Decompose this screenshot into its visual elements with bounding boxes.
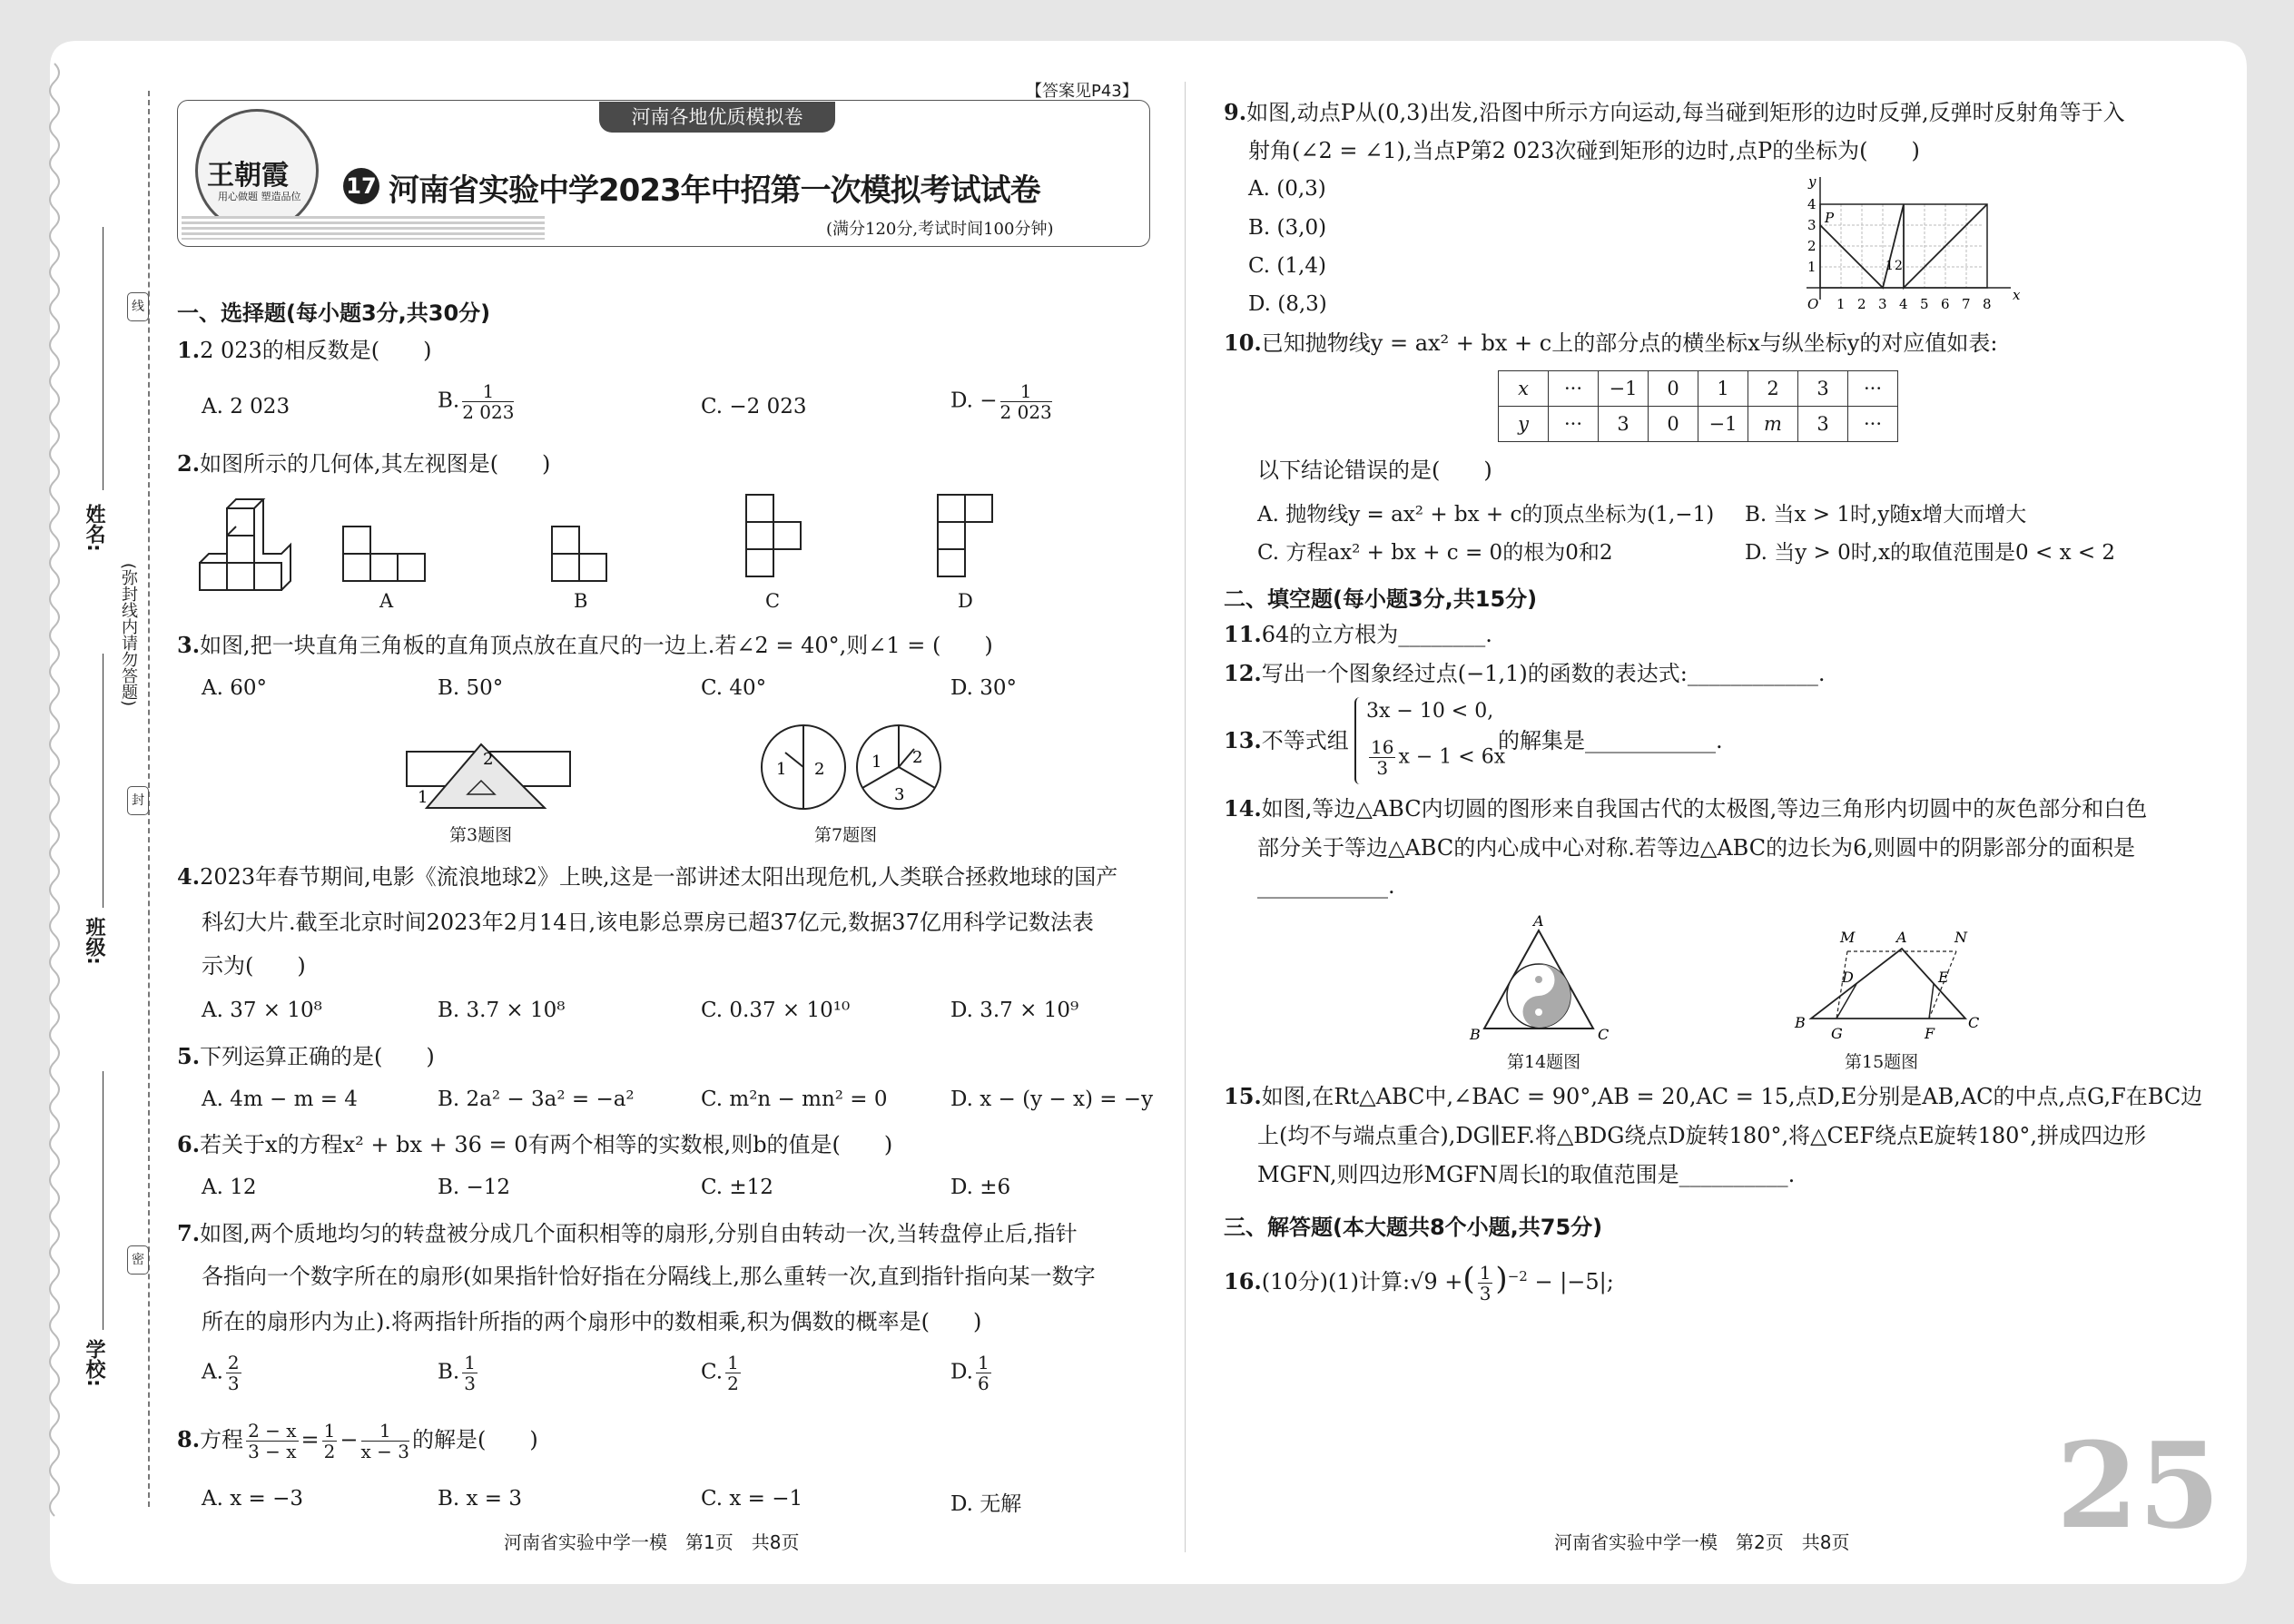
y-tick-2: 2 bbox=[1807, 238, 1816, 254]
q2-option-b[interactable]: B bbox=[574, 590, 588, 612]
y-tick-1: 1 bbox=[1807, 259, 1816, 275]
question-11: 11.64的立方根为________. bbox=[1224, 621, 1492, 647]
q7-line-3: 所在的扇形内为止).将两指针所指的两个扇形中的数相乘,积为偶数的概率是( ) bbox=[202, 1309, 982, 1334]
figure-q3-ruler bbox=[399, 726, 581, 817]
t15-f: F bbox=[1925, 1025, 1935, 1042]
table-cell: −1 bbox=[1599, 371, 1649, 407]
t15-d: D bbox=[1842, 969, 1854, 986]
caption-q15: 第15题图 bbox=[1845, 1052, 1919, 1072]
question-3: 3.如图,把一块直角三角板的直角顶点放在直尺的一边上.若∠2 = 40°,则∠1 = ( ) bbox=[177, 632, 993, 658]
ruler-angle-2: 2 bbox=[483, 750, 494, 769]
paper-subtitle: (满分120分,考试时间100分钟) bbox=[826, 220, 1054, 239]
table-cell: x bbox=[1499, 371, 1549, 407]
angle-1-label: 1 bbox=[1885, 259, 1894, 273]
q7-option-c[interactable]: C. $\frac{1}{2}$ bbox=[701, 1352, 739, 1394]
table-cell: 3 bbox=[1798, 371, 1848, 407]
t15-m: M bbox=[1840, 929, 1856, 946]
q13-inequality-1: 3x − 10 < 0, bbox=[1366, 700, 1494, 723]
question-10: 10.已知抛物线y = ax² + bx + c上的部分点的横坐标x与纵坐标y的对应值如表: bbox=[1224, 330, 1998, 356]
q9-line-2: 射角(∠2 = ∠1),当点P第2 023次碰到矩形的边时,点P的坐标为( ) bbox=[1248, 138, 1920, 163]
q6-option-c[interactable]: C. ±12 bbox=[701, 1176, 773, 1199]
y-tick-labels bbox=[1807, 196, 1816, 275]
q2-option-d[interactable]: D bbox=[958, 590, 973, 612]
school-label: 学校: bbox=[83, 1339, 105, 1387]
table-cell: ··· bbox=[1549, 407, 1599, 442]
angle-2-label: 2 bbox=[1895, 259, 1903, 273]
q10-option-d[interactable]: D. 当y > 0时,x的取值范围是0 < x < 2 bbox=[1745, 541, 2116, 565]
q3-option-a[interactable]: A. 60° bbox=[202, 676, 267, 700]
grid-lines bbox=[1820, 204, 1984, 288]
wheel2-label-3: 3 bbox=[894, 785, 905, 804]
q6-option-d[interactable]: D. ±6 bbox=[950, 1176, 1011, 1199]
q9-option-b[interactable]: B. (3,0) bbox=[1248, 216, 1327, 240]
question-9: 9.如图,动点P从(0,3)出发,沿图中所示方向运动,每当碰到矩形的边时反弹,反弹时反射角等于入 bbox=[1224, 99, 2125, 125]
ruler-angle-1: 1 bbox=[418, 788, 428, 807]
table-cell: 1 bbox=[1698, 371, 1748, 407]
q9-option-a[interactable]: A. (0,3) bbox=[1248, 177, 1326, 201]
table-row-x bbox=[1499, 371, 1898, 407]
table-cell: y bbox=[1499, 407, 1549, 442]
answer-ref: 【答案见P43】 bbox=[1026, 82, 1138, 101]
t15-n: N bbox=[1954, 929, 1967, 946]
q1-number: 1. bbox=[177, 337, 201, 363]
question-15: 15.如图,在Rt△ABC中,∠BAC = 90°,AB = 20,AC = 15,点D,E分别是AB,AC的中点,点G,F在BC边 bbox=[1224, 1083, 2203, 1109]
caption-q14: 第14题图 bbox=[1507, 1052, 1581, 1072]
side-note: (弥封线内请勿答题) bbox=[119, 563, 138, 707]
q7-option-a[interactable]: A. $\frac{2}{3}$ bbox=[202, 1352, 240, 1394]
x-tick-labels bbox=[1836, 296, 1992, 312]
q7-option-d[interactable]: D. $\frac{1}{6}$ bbox=[950, 1352, 989, 1394]
axis-y-label: y bbox=[1808, 173, 1816, 190]
q5-option-a[interactable]: A. 4m − m = 4 bbox=[202, 1088, 358, 1111]
q2-option-c[interactable]: C bbox=[765, 590, 781, 612]
x-tick-3: 3 bbox=[1878, 296, 1887, 312]
table-cell: ··· bbox=[1549, 371, 1599, 407]
q4-line-2: 科幻大片.截至北京时间2023年2月14日,该电影总票房已超37亿元,数据37亿用科学记数法表 bbox=[202, 910, 1094, 935]
logo-text: 王朝霞 bbox=[207, 160, 289, 192]
footer-right: 河南省实验中学一模 第2页 共8页 bbox=[1554, 1531, 1850, 1553]
q14-line-3: ____________. bbox=[1257, 873, 1395, 899]
table-cell: 2 bbox=[1748, 371, 1798, 407]
question-5: 5.下列运算正确的是( ) bbox=[177, 1043, 435, 1069]
q14-line-2: 部分关于等边△ABC的内心成中心对称.若等边△ABC的边长为6,则圆中的阴影部分的面积是 bbox=[1257, 835, 2135, 861]
x-tick-8: 8 bbox=[1983, 296, 1992, 312]
q5-option-b[interactable]: B. 2a² − 3a² = −a² bbox=[438, 1088, 635, 1111]
t15-g: G bbox=[1831, 1025, 1843, 1042]
q1-text: 2 023的相反数是( ) bbox=[200, 338, 432, 363]
q1-option-b[interactable]: B. $\frac{1}{2 023}$ bbox=[438, 380, 515, 423]
table-row-y bbox=[1499, 407, 1898, 442]
origin-label: O bbox=[1807, 296, 1819, 312]
name-label: 姓名: bbox=[83, 504, 105, 552]
caption-q7: 第7题图 bbox=[814, 825, 878, 845]
question-4: 4.2023年春节期间,电影《流浪地球2》上映,这是一部讲述太阳出现危机,人类联合拯救地球的国产 bbox=[177, 863, 1118, 890]
t15-c: C bbox=[1968, 1014, 1980, 1031]
t15-a: A bbox=[1896, 929, 1907, 946]
tag-seal: 封 bbox=[127, 786, 149, 815]
q10-option-a[interactable]: A. 抛物线y = ax² + bx + c的顶点坐标为(1,−1) bbox=[1257, 503, 1715, 527]
q2-solid bbox=[200, 499, 290, 590]
x-tick-7: 7 bbox=[1962, 296, 1971, 312]
q15-line-2: 上(均不与端点重合),DG∥EF.将△BDG绕点D旋转180°,将△CEF绕点E旋转180°,拼成四边形 bbox=[1257, 1123, 2147, 1148]
q8-option-a[interactable]: A. x = −3 bbox=[202, 1487, 304, 1511]
table-cell: m bbox=[1748, 407, 1798, 442]
q1-option-d[interactable]: D. − $\frac{1}{2 023}$ bbox=[950, 380, 1052, 423]
class-label: 班级: bbox=[83, 917, 105, 965]
question-12: 12.写出一个图象经过点(−1,1)的函数的表达式:____________. bbox=[1224, 660, 1826, 686]
q7-option-b[interactable]: B. $\frac{1}{3}$ bbox=[438, 1352, 476, 1394]
table-cell: 3 bbox=[1599, 407, 1649, 442]
q8-option-b[interactable]: B. x = 3 bbox=[438, 1487, 523, 1511]
table-cell: ··· bbox=[1848, 371, 1898, 407]
q6-option-a[interactable]: A. 12 bbox=[202, 1176, 257, 1199]
axis-x-label: x bbox=[2013, 287, 2021, 303]
q4-option-d[interactable]: D. 3.7 × 10⁹ bbox=[950, 999, 1079, 1022]
q7-line-2: 各指向一个数字所在的扇形(如果指针恰好指在分隔线上,那么重转一次,直到指针指向某一数字 bbox=[202, 1264, 1096, 1289]
paper-title: 河南省实验中学2023年中招第一次模拟考试试卷 bbox=[389, 172, 1040, 209]
q10-value-table bbox=[1498, 370, 1898, 442]
q10-ask: 以下结论错误的是( ) bbox=[1257, 458, 1492, 483]
q13-post: 的解集是____________. bbox=[1498, 728, 1723, 753]
q6-option-b[interactable]: B. −12 bbox=[438, 1176, 511, 1199]
q1-option-c[interactable]: C. −2 023 bbox=[701, 395, 807, 418]
wheel2-label-1: 1 bbox=[871, 753, 882, 772]
wheel1-label-1: 1 bbox=[776, 760, 787, 779]
q3-option-b[interactable]: B. 50° bbox=[438, 676, 504, 700]
tag-secret: 密 bbox=[127, 1245, 149, 1275]
q10-option-c[interactable]: C. 方程ax² + bx + c = 0的根为0和2 bbox=[1257, 541, 1613, 565]
question-8: 8.方程 $\frac{2 - x}{3 - x}$ = $\frac{1}{2}$ − $\frac{1}{x - 3}$ 的解是( ) bbox=[177, 1420, 538, 1462]
logo-sub: 用心做题 塑造品位 bbox=[218, 191, 301, 202]
logo-stripes bbox=[182, 216, 545, 240]
wheel1-label-2: 2 bbox=[814, 760, 825, 779]
question-14: 14.如图,等边△ABC内切圆的图形来自我国古代的太极图,等边三角形内切圆中的灰色部分和白色 bbox=[1224, 795, 2148, 822]
q13-inequality-2: $\frac{16}{3}$ x − 1 < 6x bbox=[1371, 736, 1506, 779]
t14-a: A bbox=[1533, 912, 1544, 930]
figure-q15 bbox=[1793, 917, 1984, 1044]
q2-figures bbox=[191, 490, 1026, 617]
q4-option-a[interactable]: A. 37 × 10⁸ bbox=[202, 999, 322, 1022]
q2-option-c-figure bbox=[746, 495, 801, 576]
figure-q9-grid bbox=[1802, 168, 2029, 322]
q9-option-c[interactable]: C. (1,4) bbox=[1248, 254, 1326, 278]
q2-option-b-figure bbox=[552, 527, 606, 581]
x-tick-4: 4 bbox=[1899, 296, 1908, 312]
q2-option-d-figure bbox=[938, 495, 992, 576]
t14-c: C bbox=[1598, 1026, 1610, 1043]
point-p-label: P bbox=[1825, 210, 1835, 226]
q5-option-c[interactable]: C. m²n − mn² = 0 bbox=[701, 1088, 888, 1111]
question-7: 7.如图,两个质地均匀的转盘被分成几个面积相等的扇形,分别自由转动一次,当转盘停止后,指针 bbox=[177, 1220, 1078, 1246]
page-number-big: 25 bbox=[2056, 1416, 2220, 1555]
table-cell: 0 bbox=[1649, 407, 1698, 442]
x-tick-1: 1 bbox=[1836, 296, 1846, 312]
table-cell: ··· bbox=[1848, 407, 1898, 442]
q4-line-3: 示为( ) bbox=[202, 953, 306, 979]
q15-line-3: MGFN,则四边形MGFN周长l的取值范围是__________. bbox=[1257, 1162, 1796, 1187]
column-divider bbox=[1185, 82, 1186, 1552]
y-tick-4: 4 bbox=[1807, 196, 1816, 212]
q8-option-c[interactable]: C. x = −1 bbox=[701, 1487, 803, 1511]
q1-option-a[interactable]: A. 2 023 bbox=[202, 395, 290, 418]
banner: 河南各地优质模拟卷 bbox=[599, 102, 835, 133]
table-cell: 3 bbox=[1798, 407, 1848, 442]
figure-q14 bbox=[1466, 912, 1611, 1048]
q2-option-a-figure bbox=[343, 527, 425, 581]
q4-option-b[interactable]: B. 3.7 × 10⁸ bbox=[438, 999, 566, 1022]
t14-b: B bbox=[1470, 1026, 1481, 1043]
q3-option-c[interactable]: C. 40° bbox=[701, 676, 767, 700]
paper-number: 17 bbox=[343, 168, 379, 204]
question-6: 6.若关于x的方程x² + bx + 36 = 0有两个相等的实数根,则b的值是( ) bbox=[177, 1131, 893, 1157]
y-tick-3: 3 bbox=[1807, 217, 1816, 233]
q13-brace bbox=[1354, 697, 1364, 784]
question-1 bbox=[177, 336, 432, 365]
q9-option-d[interactable]: D. (8,3) bbox=[1248, 292, 1327, 316]
caption-q3: 第3题图 bbox=[449, 825, 513, 845]
question-13: 13.不等式组 bbox=[1224, 727, 1349, 753]
q2-option-a[interactable]: A bbox=[379, 590, 394, 612]
x-tick-5: 5 bbox=[1920, 296, 1929, 312]
q10-option-b[interactable]: B. 当x > 1时,y随x增大而增大 bbox=[1745, 503, 2027, 527]
section-2-title: 二、填空题(每小题3分,共15分) bbox=[1224, 586, 1538, 612]
q4-option-c[interactable]: C. 0.37 × 10¹⁰ bbox=[701, 999, 851, 1022]
section-1-title: 一、选择题(每小题3分,共30分) bbox=[177, 300, 491, 326]
q5-option-d[interactable]: D. x − (y − x) = −y bbox=[950, 1088, 1154, 1111]
section-3-title: 三、解答题(本大题共8个小题,共75分) bbox=[1224, 1215, 1603, 1240]
q3-option-d[interactable]: D. 30° bbox=[950, 676, 1018, 700]
table-cell: −1 bbox=[1698, 407, 1748, 442]
t15-e: E bbox=[1938, 969, 1949, 986]
q8-option-d[interactable]: D. 无解 bbox=[950, 1492, 1022, 1516]
footer-left: 河南省实验中学一模 第1页 共8页 bbox=[504, 1531, 800, 1553]
tag-line: 线 bbox=[127, 292, 149, 321]
wheel2-label-2: 2 bbox=[912, 748, 923, 767]
figure-q7-spinners bbox=[758, 722, 949, 812]
question-2: 2.如图所示的几何体,其左视图是( ) bbox=[177, 450, 551, 477]
question-16: 16.(10分)(1)计算:√9 +( $\frac{1}{3}$ )$^{-2}$ − |−5|; bbox=[1224, 1261, 1614, 1304]
x-tick-6: 6 bbox=[1941, 296, 1950, 312]
x-tick-2: 2 bbox=[1857, 296, 1866, 312]
table-cell: 0 bbox=[1649, 371, 1698, 407]
t15-b: B bbox=[1795, 1014, 1806, 1031]
